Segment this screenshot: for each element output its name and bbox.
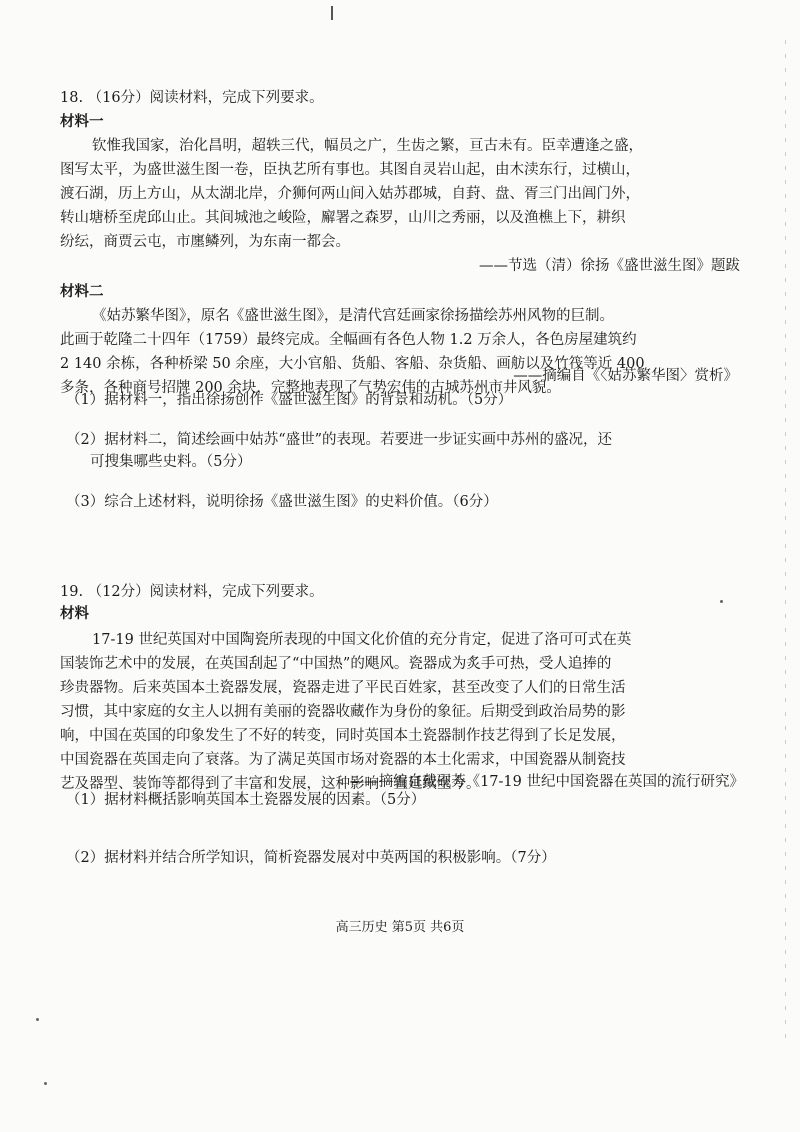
page-edge-dots: [785, 40, 786, 1040]
q18-material1-source: ——节选（清）徐扬《盛世滋生图》题跋: [479, 258, 740, 274]
q19-question-2: （2）据材料并结合所学知识，简析瓷器发展对中英两国的积极影响。（7分）: [66, 850, 556, 866]
page-footer: 高三历史 第5页 共6页: [335, 920, 465, 935]
q19-material-line-1: 17-19 世纪英国对中国陶瓷所表现的中国文化价值的充分肯定，促进了洛可可式在英: [92, 632, 632, 648]
q18-material1-line-1: 钦惟我国家，治化昌明，超轶三代，幅员之广，生齿之繁，亘古未有。臣幸遭逢之盛，: [92, 138, 643, 154]
q18-material2-title: 材料二: [60, 283, 104, 300]
q18-header: 18. （16分）阅读材料，完成下列要求。: [60, 90, 324, 106]
q18-material2-line-3: 2 140 余栋，各种桥梁 50 余座，大小官船、货船、客船、杂货船、画舫以及竹筏等近 400: [60, 356, 645, 372]
q18-material2-line-4: 多条，各种商号招牌 200 余块，完整地表现了气势宏伟的古城苏州市井风貌。: [60, 380, 561, 396]
binding-mark: [331, 6, 333, 20]
q18-question-2-line-2: 可搜集哪些史料。（5分）: [90, 454, 252, 470]
q19-header: 19. （12分）阅读材料，完成下列要求。: [60, 584, 324, 600]
q18-material2-line-1: 《姑苏繁华图》，原名《盛世滋生图》，是清代宫廷画家徐扬描绘苏州风物的巨制。: [92, 308, 614, 324]
q19-material-source: ——摘编自戴砚芳《17-19 世纪中国瓷器在英国的流行研究》: [349, 774, 744, 790]
q18-material1-line-5: 纷纭，商贾云屯，市廛鳞列，为东南一都会。: [60, 234, 350, 250]
q18-material1-line-2: 图写太平，为盛世滋生图一卷，臣执艺所有事也。其图自灵岩山起，由木渎东行，过横山，: [60, 162, 640, 178]
q19-question-1: （1）据材料概括影响英国本土瓷器发展的因素。（5分）: [66, 792, 426, 808]
q18-question-1: （1）据材料一，指出徐扬创作《盛世滋生图》的背景和动机。（5分）: [66, 392, 513, 408]
q19-material-line-5: 响，中国在英国的印象发生了不好的转变，同时英国本土瓷器制作技艺得到了长足发展，: [60, 728, 626, 744]
q18-material1-line-3: 渡石湖，历上方山，从太湖北岸，介狮何两山间入姑苏郡城，自葑、盘、胥三门出阊门外，: [60, 186, 640, 202]
q18-material1-line-4: 转山塘桥至虎邱山止。其间城池之峻险，廨署之森罗，山川之秀丽，以及渔樵上下，耕织: [60, 210, 626, 226]
q18-material2-line-2: 此画于乾隆二十四年（1759）最终完成。全幅画有各色人物 1.2 万余人，各色房屋建筑约: [60, 332, 637, 348]
q18-question-2-line-1: （2）据材料二，简述绘画中姑苏“盛世”的表现。若要进一步证实画中苏州的盛况，还: [66, 432, 613, 448]
q19-material-line-6: 中国瓷器在英国走向了衰落。为了满足英国市场对瓷器的本土化需求，中国瓷器从制瓷技: [60, 752, 626, 768]
scan-speck: [44, 1082, 47, 1085]
q18-material2-source: ——摘编自《〈姑苏繁华图〉赏析》: [513, 368, 738, 384]
scan-speck: [36, 1018, 39, 1021]
q19-material-line-4: 习惯，其中家庭的女主人以拥有美丽的瓷器收藏作为身份的象征。后期受到政治局势的影: [60, 704, 626, 720]
q19-material-title: 材料: [60, 605, 89, 622]
q18-question-3: （3）综合上述材料，说明徐扬《盛世滋生图》的史料价值。（6分）: [66, 494, 498, 510]
q19-material-line-2: 国装饰艺术中的发展，在英国刮起了“中国热”的飓风。瓷器成为炙手可热，受人追捧的: [60, 656, 612, 672]
scan-speck: [720, 600, 723, 603]
q18-material1-title: 材料一: [60, 113, 104, 130]
q19-material-line-3: 珍贵器物。后来英国本土瓷器发展，瓷器走进了平民百姓家，甚至改变了人们的日常生活: [60, 680, 626, 696]
q19-material-line-7: 艺及器型、装饰等都得到了丰富和发展，这种影响一直延续至今。: [60, 776, 481, 792]
